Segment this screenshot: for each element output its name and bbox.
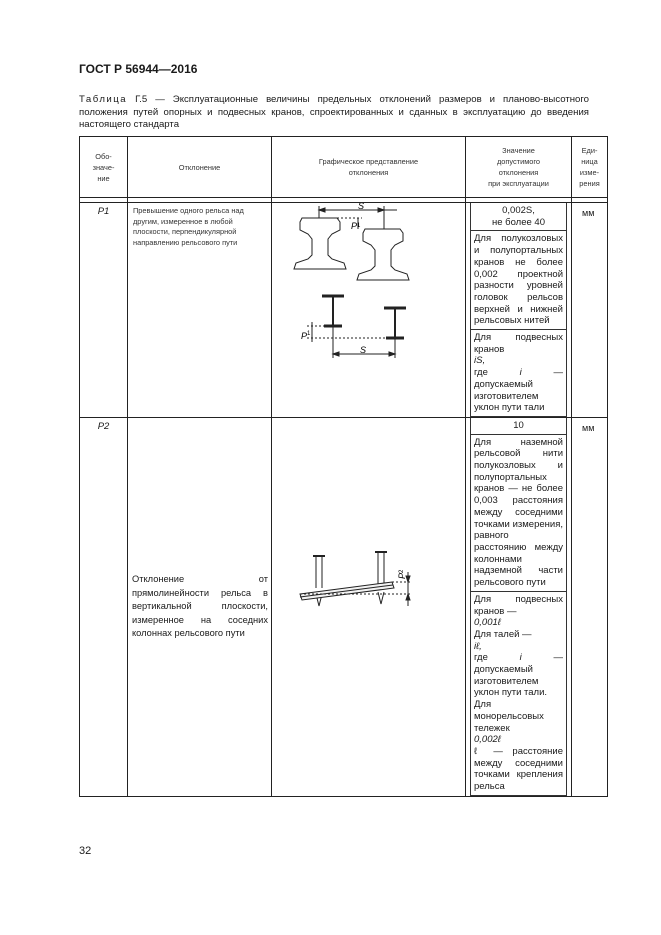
caption-word: Таблица <box>79 94 128 105</box>
value-p2-main: 10 <box>470 418 567 435</box>
value-p1-overhead: Для подвесных кранов iS, где i — допускаемый изготовителем уклон пути тали <box>470 330 567 417</box>
deviation-p2: Отклонение от прямолинейности рельса в вертикальной плоскости, измеренное на соседних колоннах рельсового пути <box>128 417 272 796</box>
deviation-table <box>79 136 608 797</box>
fig-label-s-lower: S <box>360 345 367 355</box>
code-p2: P2 <box>80 417 128 796</box>
value-p1 <box>466 203 572 418</box>
document-title: ГОСТ Р 56944—2016 <box>79 62 198 76</box>
fig-label-p2: P <box>397 572 407 579</box>
rail-straightness-diagram <box>272 418 466 742</box>
value-p2-overhead: Для подвесных кранов — 0,001ℓ Для талей — iℓ, где i — допускаемый изготовителем уклон пути тали. Для монорельсовых тележек 0,002ℓ ℓ — расстояние между соседними точками крепления рельса <box>470 592 567 796</box>
fig-label-sub: 1 <box>357 223 361 229</box>
fig-label-sub2: 2 <box>399 569 405 573</box>
deviation-p1: Превышение одного рельса над другим, измеренное в любой плоскости, перпендикулярной направлению рельсового пути <box>128 203 272 418</box>
header-value: Значение допустимого отклонения при эксплуатации <box>466 137 572 198</box>
table-caption <box>79 94 589 132</box>
value-p1-semi-gantry: Для полукозловых и полупортальных кранов не более 0,002 проектной разности уровней головок рельсов верхней и нижней рельсовых нитей <box>470 231 567 330</box>
fig-label-sub-lower: 1 <box>307 331 311 337</box>
fig-label-p: P <box>351 221 358 231</box>
table-row-p1 <box>80 203 608 418</box>
code-p1: P1 <box>80 203 128 418</box>
fig-label-s: S <box>358 203 365 211</box>
header-graphic: Графическое представление отклонения <box>272 137 466 198</box>
table-header-row <box>80 137 608 198</box>
value-p2-ground-rail: Для наземной рельсовой нити полукозловых и полупортальных кранов — не более 0,003 расстояния между соседними точками измерения, равного расстоянию между колоннами надземной части рельсового пути <box>470 435 567 592</box>
table-row-p2 <box>80 417 608 796</box>
header-code: Обо- значе- ние <box>80 137 128 198</box>
unit-p1: мм <box>572 203 608 418</box>
header-unit: Еди- ница изме- рения <box>572 137 608 198</box>
fig-label-p-lower: P <box>301 331 308 341</box>
graphic-p1 <box>272 203 466 418</box>
caption-text: Г.5 — Эксплуатационные величины предельных отклонений размеров и планово-высотного положения путей опорных и подвесных кранов, спроектированных и сданных в эксплуатацию до введения настоящего стандарта <box>79 94 590 131</box>
rail-elevation-diagram <box>272 203 466 409</box>
unit-p2: мм <box>572 417 608 796</box>
header-deviation: Отклонение <box>128 137 272 198</box>
value-p1-main: 0,002S, не более 40 <box>470 203 567 231</box>
graphic-p2 <box>272 417 466 796</box>
page-number: 32 <box>79 845 92 857</box>
value-p2 <box>466 417 572 796</box>
